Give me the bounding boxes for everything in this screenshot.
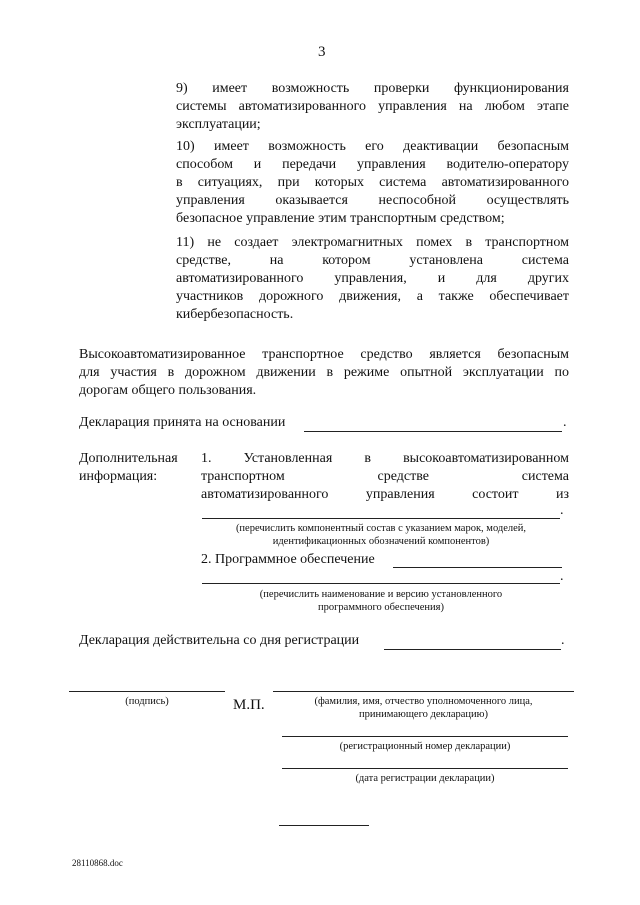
signature-caption: (подпись) [125,696,169,707]
page-number: 3 [318,44,326,60]
basis-fill-line[interactable] [304,431,562,432]
item-11-line: кибербезопасность. [176,307,294,322]
signature-line[interactable] [69,691,225,692]
reg-number-caption: (регистрационный номер декларации) [339,741,511,752]
additional-label-line: Дополнительная [79,451,178,466]
basis-dot: . [563,415,567,430]
components-fill-line[interactable] [202,518,560,519]
name-caption-line: принимающего декларацию) [359,709,488,720]
reg-number-line[interactable] [282,736,568,737]
software-label: 2. Программное обеспечение [201,552,375,567]
item-10-line: 10) имеет возможность его деактивации безопасным [176,139,569,154]
item-10-line: в ситуациях, при которых система автоматизированного [176,175,569,190]
item-9 [176,80,569,134]
additional-item-1-line: 1. Установленная в высокоавтоматизированном [201,451,569,466]
name-caption-line: (фамилия, имя, отчество уполномоченного лица, [314,696,533,707]
components-hint-line: (перечислить компонентный состав с указанием марок, моделей, [235,523,527,534]
additional-item-1 [201,450,569,504]
footer-file-code: 28110868.doc [72,858,123,868]
software-hint-line: (перечислить наименование и версию установленного [259,589,503,600]
software-fill-line-2[interactable] [202,583,560,584]
item-10 [176,138,569,228]
name-line[interactable] [273,691,574,692]
components-hint [202,522,560,548]
reg-date-caption: (дата регистрации декларации) [355,773,495,784]
validity-label: Декларация действительна со дня регистрации [79,633,360,648]
safety-paragraph [79,346,569,400]
item-11-line: участников дорожного движения, а также обеспечивает [176,289,569,304]
reg-date-line[interactable] [282,768,568,769]
additional-label [79,450,178,486]
item-11-line: 11) не создает электромагнитных помех в транспортном [176,235,569,250]
basis-label: Декларация принята на основании [79,415,286,430]
item-11-line: автоматизированного управления, и для других [176,271,569,286]
additional-item-1-line: автоматизированного управления состоит из [201,487,569,502]
software-hint [202,588,560,614]
item-11-line: средстве, на котором установлена система [176,253,569,268]
software-fill-line-1[interactable] [393,567,562,568]
additional-label-line: информация: [79,469,158,484]
validity-dot: . [561,633,565,648]
item-10-line: управления оказывается неспособной осуществлять [176,193,569,208]
item-9-line: эксплуатации; [176,117,261,132]
stamp-label: М.П. [233,697,265,713]
software-hint-line: программного обеспечения) [318,602,444,613]
item-9-line: системы автоматизированного управления на любом этапе [176,99,569,114]
name-caption [273,695,574,721]
components-dot: . [560,503,564,518]
components-hint-line: идентификационных обозначений компонентов) [272,536,490,547]
additional-item-1-line: транспортном средстве система [201,469,569,484]
item-10-line: безопасное управление этим транспортным средством; [176,211,505,226]
validity-fill-line[interactable] [384,649,561,650]
safety-line: Высокоавтоматизированное транспортное средство является безопасным [79,347,569,362]
safety-line: дорогам общего пользования. [79,383,257,398]
item-11 [176,234,569,324]
bottom-short-rule [279,825,369,826]
safety-line: для участия в дорожном движении в режиме опытной эксплуатации по [79,365,569,380]
software-dot: . [560,569,564,584]
item-10-line: способом и передачи управления водителю-оператору [176,157,569,172]
item-9-line: 9) имеет возможность проверки функционирования [176,81,569,96]
